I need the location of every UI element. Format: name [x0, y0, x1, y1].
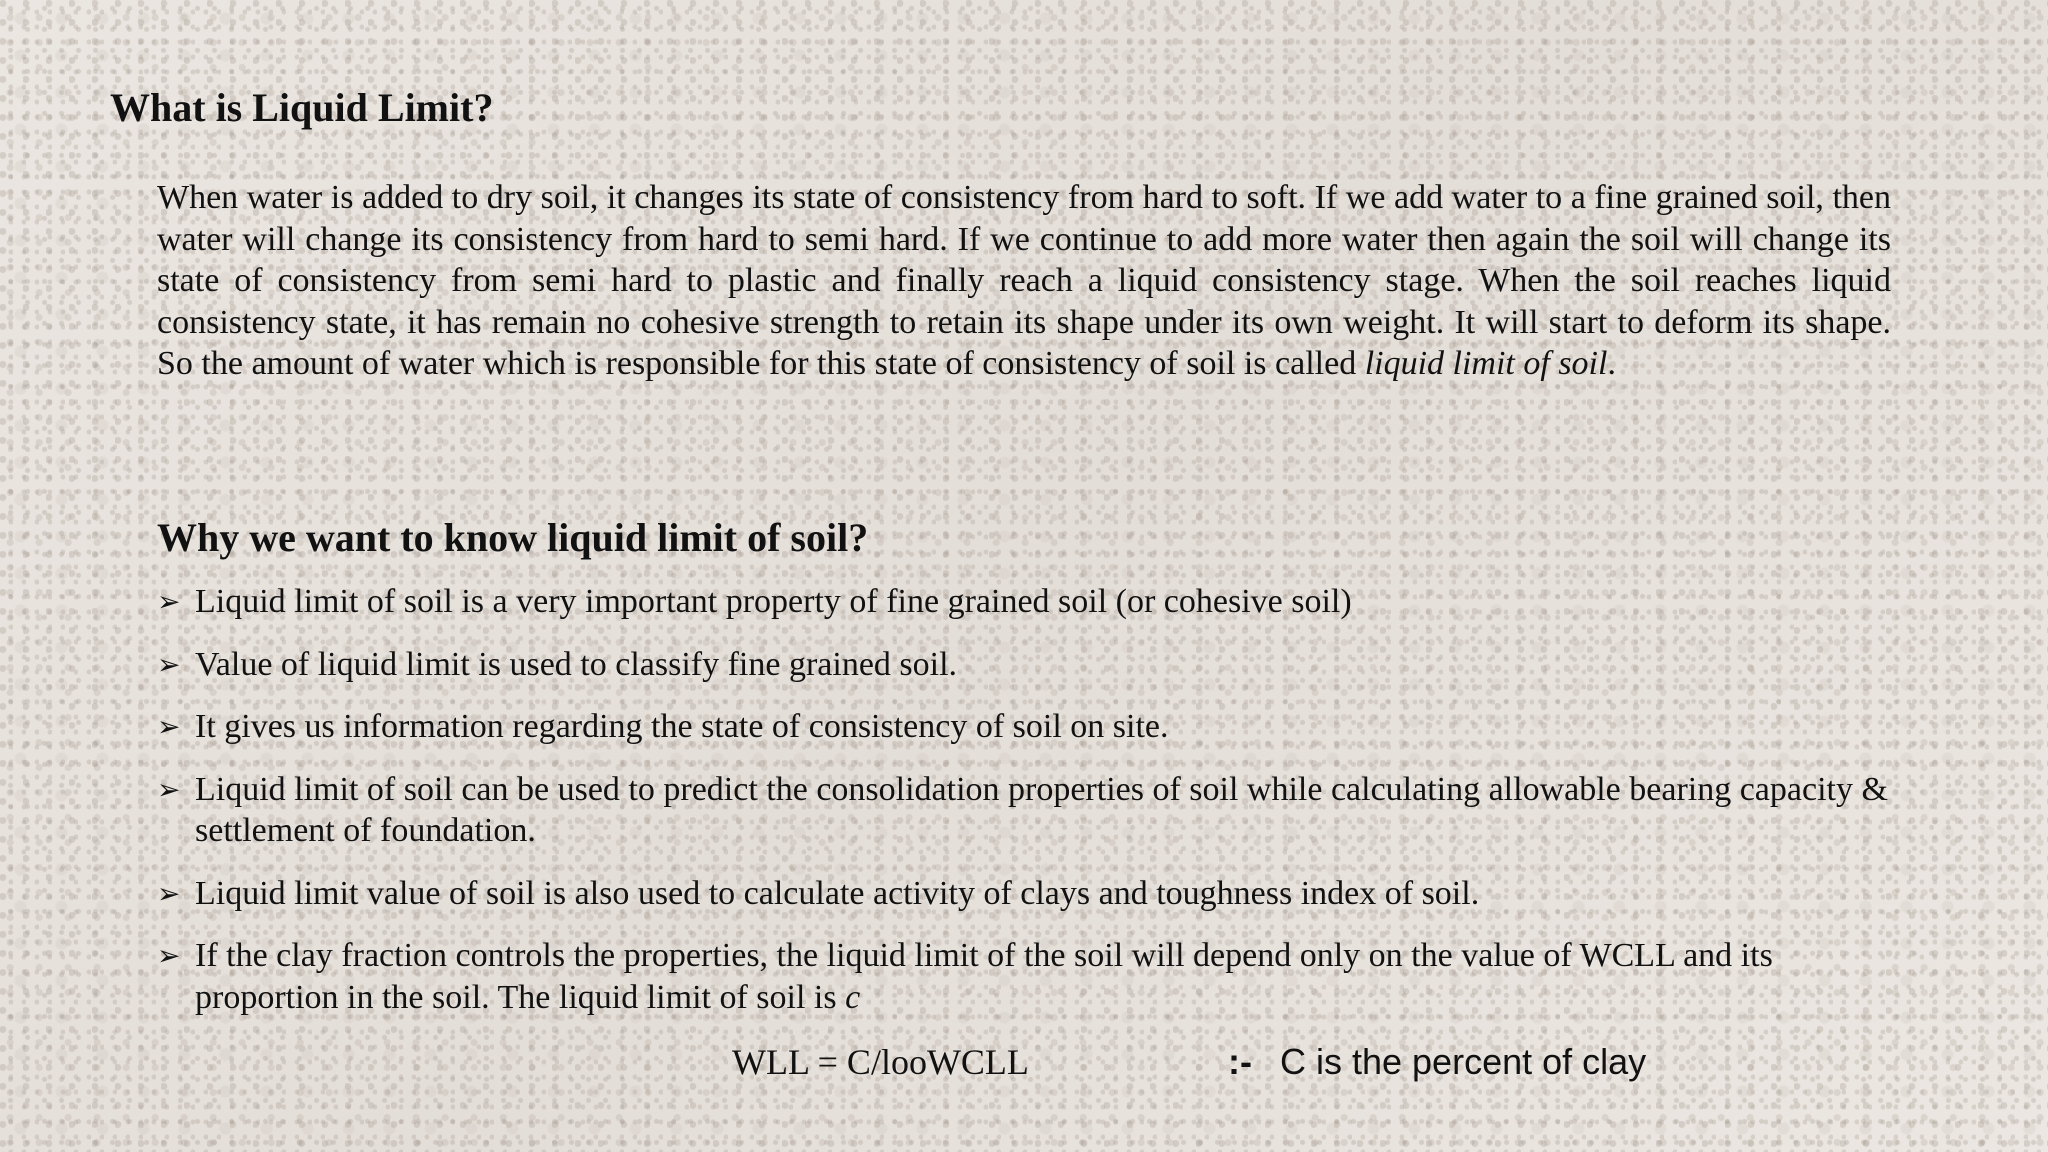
list-item-text: It gives us information regarding the state of consistency of soil on site.	[195, 708, 1169, 745]
arrow-bullet-icon: ➢	[157, 772, 181, 806]
section-subtitle: Why we want to know liquid limit of soil?	[157, 515, 869, 560]
arrow-bullet-icon: ➢	[157, 876, 181, 910]
note-separator: :-	[1228, 1041, 1252, 1082]
arrow-bullet-icon: ➢	[157, 647, 181, 681]
list-item-text: Liquid limit value of soil is also used to calculate activity of clays and toughness index of soil.	[195, 874, 1480, 912]
list-item	[157, 769, 1897, 852]
slide-title: What is Liquid Limit?	[110, 85, 494, 130]
formula-note	[1228, 1041, 1646, 1083]
list-item	[157, 706, 1897, 748]
list-item-emphasis: c	[845, 978, 861, 1016]
arrow-bullet-icon: ➢	[157, 939, 181, 972]
list-item	[157, 873, 1897, 915]
list-item-text: Liquid limit of soil is a very important property of fine grained soil (or cohesive soil)	[195, 583, 1352, 620]
definition-text: When water is added to dry soil, it changes its state of consistency from hard to soft. If we add water to a fine grained soil, then water will change its consistency from hard to semi hard. If we continue to add more water then again the soil will change its state of consistency from semi hard to plastic and finally reach a liquid consistency stage. When the soil reaches liquid consistency state, it has remain no cohesive strength to retain its shape under its own weight. It will start to deform its shape. So the amount of water which is responsible for this state of consistency of soil is called	[157, 179, 1891, 382]
list-item-text: Liquid limit of soil can be used to predict the consolidation properties of soil while calculating allowable bearing capacity & settlement of foundation.	[195, 770, 1888, 849]
arrow-bullet-icon: ➢	[157, 585, 181, 618]
definition-paragraph	[157, 177, 1891, 385]
list-item-text: Value of liquid limit is used to classify fine grained soil.	[195, 645, 958, 683]
note-text: C is the percent of clay	[1279, 1041, 1647, 1082]
reasons-list	[157, 581, 1897, 1039]
arrow-bullet-icon: ➢	[157, 710, 181, 743]
list-item-text: If the clay fraction controls the properties, the liquid limit of the soil will depend only on the value of WCLL and its proportion in the soil. The liquid limit of soil is	[195, 937, 1773, 1016]
definition-emphasis: liquid limit of soil	[1364, 345, 1608, 382]
list-item	[157, 644, 1897, 686]
definition-end: .	[1607, 345, 1616, 382]
liquid-limit-formula: WLL = C/looWCLL	[732, 1042, 1029, 1082]
list-item	[157, 935, 1897, 1018]
list-item	[157, 581, 1897, 623]
